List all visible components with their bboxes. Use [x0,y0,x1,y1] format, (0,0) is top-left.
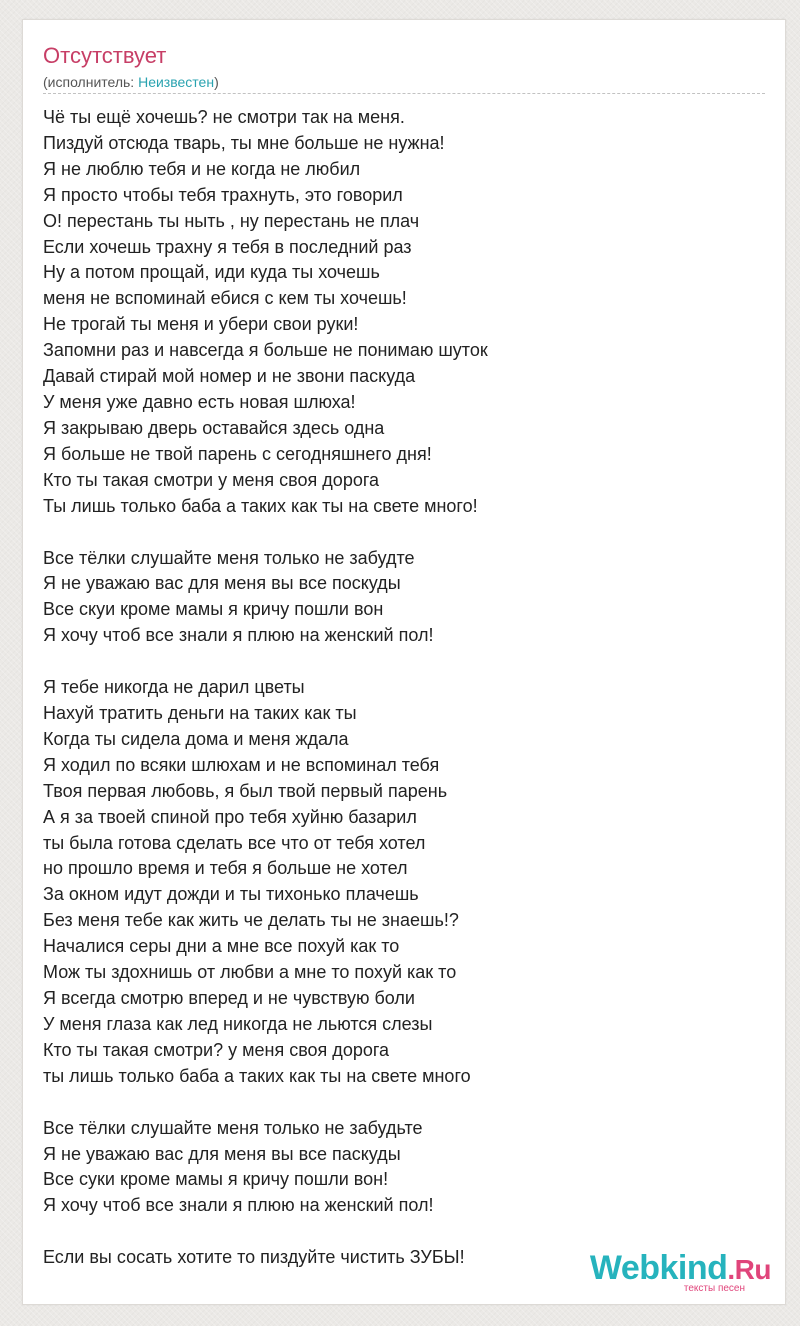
lyric-line: Я хочу чтоб все знали я плюю на женский пол! [43,1195,434,1216]
lyric-line: А я за твоей спиной про тебя хуйню базарил [43,806,417,827]
webkind-logo[interactable] [581,1249,771,1297]
lyric-line: Нахуй тратить деньги на таких как ты [43,703,357,724]
lyric-line: Кто ты такая смотри? у меня своя дорога [43,1039,390,1060]
lyrics-stanza [43,105,773,520]
lyric-line: Пиздуй отсюда тварь, ты мне больше не нужна! [43,132,445,153]
lyric-line: Я ходил по всяки шлюхам и не вспоминал тебя [43,754,440,775]
song-title: Отсутствует [43,43,167,68]
lyric-line: Кто ты такая смотри у меня своя дорога [43,469,380,490]
lyrics-stanza [43,1116,773,1220]
lyric-line: Все тёлки слушайте меня только не забудьте [43,1117,423,1138]
lyrics-stanza [43,546,773,650]
lyric-line: Я не люблю тебя и не когда не любил [43,158,361,179]
artist-link[interactable]: Неизвестен [138,74,215,90]
lyric-line: Я просто чтобы тебя трахнуть, это говорил [43,184,403,205]
lyric-line: Я не уважаю вас для меня вы все паскуды [43,1143,401,1164]
lyric-line: Чё ты ещё хочешь? не смотри так на меня. [43,107,405,127]
lyrics-text [43,105,773,1297]
lyrics-stanza [43,675,773,1090]
artist-line [43,72,219,92]
lyric-line: Я хочу чтоб все знали я плюю на женский пол! [43,625,434,646]
lyric-line: Не трогай ты меня и убери свои руки! [43,314,359,335]
lyric-line: У меня глаза как лед никогда не льются слезы [43,1013,433,1034]
lyric-line: Если хочешь трахну я тебя в последний раз [43,236,412,257]
lyric-line: Если вы сосать хотите то пиздуйте чистить ЗУБЫ! [43,1247,465,1268]
lyric-line: За окном идут дожди и ты тихонько плачешь [43,884,419,905]
lyric-line: Ну а потом прощай, иди куда ты хочешь [43,262,380,283]
lyric-line: Без меня тебе как жить че делать ты не знаешь!? [43,910,459,931]
lyric-line: но прошло время и тебя я больше не хотел [43,858,408,879]
lyric-line: Все суки кроме мамы я кричу пошли вон! [43,1169,389,1190]
lyric-line: Все тёлки слушайте меня только не забудте [43,547,415,568]
logo-suffix-text: .Ru [727,1254,771,1285]
title-divider [43,93,765,94]
lyric-line: Когда ты сидела дома и меня ждала [43,728,349,749]
lyric-line: Ты лишь только баба а таких как ты на свете много! [43,495,478,516]
lyric-line: О! перестань ты ныть , ну перестань не плач [43,210,420,231]
lyric-line: Я закрываю дверь оставайся здесь одна [43,417,385,438]
lyric-line: меня не вспоминай ебися с кем ты хочешь! [43,288,407,309]
lyric-line: Я тебе никогда не дарил цветы [43,677,305,698]
lyric-line: Я всегда смотрю вперед и не чувствую боли [43,988,415,1008]
lyric-line: ты лишь только баба а таких как ты на свете много [43,1065,471,1086]
logo-main-text: Webkind [589,1249,728,1287]
lyric-line: Все скуи кроме мамы я кричу пошли вон [43,599,384,620]
lyric-line: Мож ты здохнишь от любви а мне то похуй как то [43,962,457,983]
artist-suffix: ) [214,74,219,90]
lyric-line: ты была готова сделать все что от тебя хотел [43,832,426,853]
lyric-line: У меня уже давно есть новая шлюха! [43,391,356,412]
logo-tagline: тексты песен [683,1283,745,1294]
lyric-line: Я больше не твой парень с сегодняшнего дня! [43,443,432,464]
lyric-line: Давай стирай мой номер и не звони паскуда [43,366,416,387]
lyrics-card [22,19,786,1305]
lyric-line: Началися серы дни а мне все похуй как то [43,936,400,957]
lyric-line: Я не уважаю вас для меня вы все поскуды [43,573,401,594]
lyric-line: Запомни раз и навсегда я больше не понимаю шуток [43,340,488,361]
artist-prefix: (исполнитель: [43,74,139,90]
lyric-line: Твоя первая любовь, я был твой первый парень [43,780,448,801]
